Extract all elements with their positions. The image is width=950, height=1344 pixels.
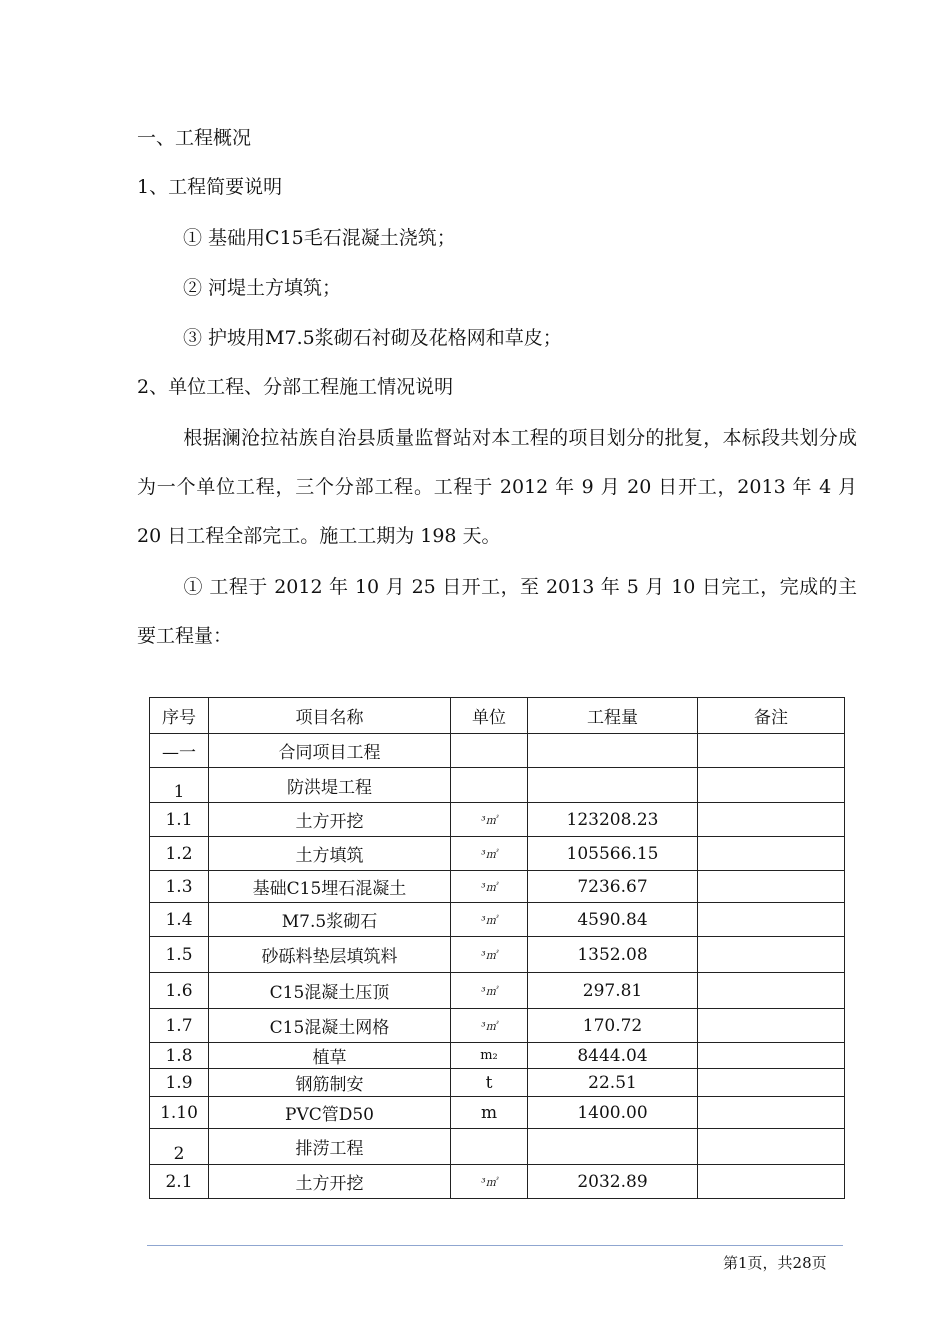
cell-unit: m₂ [451,1043,528,1069]
section-heading-overview: 一、工程概况 [137,127,252,149]
cell-qty: 7236.67 [528,871,698,903]
table-row [150,937,845,973]
cell-no: 1.3 [150,871,209,903]
cell-name: 基础C15埋石混凝土 [209,871,451,903]
cell-no: 1.10 [150,1097,209,1129]
cell-name: 土方填筑 [209,837,451,871]
cell-no: 1.6 [150,973,209,1009]
cell-note [698,1165,845,1199]
cell-unit: ³㎥ [451,973,528,1009]
table-row [150,768,845,803]
table-header: 备注 [698,698,845,734]
cell-name: 土方开挖 [209,803,451,837]
quantity-table [149,697,845,1199]
cell-qty: 22.51 [528,1069,698,1097]
cell-qty: 8444.04 [528,1043,698,1069]
table-row [150,1009,845,1043]
list-item: ② 河堤土方填筑； [183,277,342,299]
table-header: 工程量 [528,698,698,734]
cell-qty: 123208.23 [528,803,698,837]
cell-note [698,803,845,837]
cell-name: 钢筋制安 [209,1069,451,1097]
cell-note [698,871,845,903]
footer-divider [147,1245,843,1246]
table-row [150,871,845,903]
cell-name: 土方开挖 [209,1165,451,1199]
cell-note [698,768,845,803]
cell-name: 排涝工程 [209,1129,451,1165]
cell-unit [451,734,528,768]
cell-note [698,734,845,768]
cell-qty [528,1129,698,1165]
cell-note [698,837,845,871]
subsection-heading-construction: 2、单位工程、分部工程施工情况说明 [137,376,454,398]
table-row [150,1129,845,1165]
cell-name: C15混凝土压顶 [209,973,451,1009]
cell-no: 2.1 [150,1165,209,1199]
cell-qty: 1400.00 [528,1097,698,1129]
paragraph [137,414,857,561]
cell-name: 砂砾料垫层填筑料 [209,937,451,973]
cell-unit: ³㎥ [451,871,528,903]
cell-name: 合同项目工程 [209,734,451,768]
table-row [150,1097,845,1129]
cell-name: 植草 [209,1043,451,1069]
cell-name: C15混凝土网格 [209,1009,451,1043]
table-header-row [150,698,845,734]
cell-note [698,1043,845,1069]
cell-note [698,1009,845,1043]
paragraph-text: ① 工程于 2012 年 10 月 25 日开工，至 2013 年 5 月 10 日完工，完成的主要工程量： [137,576,857,647]
table-row [150,1043,845,1069]
table-row [150,734,845,768]
cell-qty: 170.72 [528,1009,698,1043]
cell-note [698,1097,845,1129]
cell-note [698,937,845,973]
cell-no: 1.1 [150,803,209,837]
cell-no: 1.7 [150,1009,209,1043]
cell-no: 1.2 [150,837,209,871]
list-item: ③ 护坡用M7.5浆砌石衬砌及花格网和草皮； [183,327,562,349]
table-header: 序号 [150,698,209,734]
cell-qty: 297.81 [528,973,698,1009]
cell-note [698,1069,845,1097]
cell-qty: 4590.84 [528,903,698,937]
cell-qty: 2032.89 [528,1165,698,1199]
cell-no: 1.4 [150,903,209,937]
cell-note [698,973,845,1009]
cell-qty [528,734,698,768]
cell-unit: ³㎥ [451,803,528,837]
cell-unit: ³㎥ [451,837,528,871]
table-row [150,973,845,1009]
cell-unit [451,768,528,803]
cell-qty: 105566.15 [528,837,698,871]
cell-qty [528,768,698,803]
cell-unit: m [451,1097,528,1129]
table-row [150,837,845,871]
cell-note [698,1129,845,1165]
table-header: 项目名称 [209,698,451,734]
cell-name: PVC管D50 [209,1097,451,1129]
page-number: 第1页，共28页 [723,1254,827,1272]
paragraph [137,563,857,661]
table-header: 单位 [451,698,528,734]
list-item: ① 基础用C15毛石混凝土浇筑； [183,227,456,249]
cell-no: 2 [150,1129,209,1165]
cell-unit: ³㎥ [451,1009,528,1043]
cell-unit: ³㎥ [451,1165,528,1199]
subsection-heading-summary: 1、工程简要说明 [137,176,283,198]
cell-qty: 1352.08 [528,937,698,973]
table-row [150,803,845,837]
paragraph-text: 根据澜沧拉祜族自治县质量监督站对本工程的项目划分的批复，本标段共划分成为一个单位工程，三个分部工程。工程于 2012 年 9 月 20 日开工，2013 年 4 月 20 日工程全部完工。施工工期为 198 天。 [137,427,857,547]
table-row [150,1069,845,1097]
cell-name: M7.5浆砌石 [209,903,451,937]
cell-no: 1.5 [150,937,209,973]
cell-name: 防洪堤工程 [209,768,451,803]
cell-no: 1 [150,768,209,803]
cell-unit: ³㎥ [451,937,528,973]
table-row [150,903,845,937]
cell-note [698,903,845,937]
cell-unit [451,1129,528,1165]
cell-no: 1.9 [150,1069,209,1097]
cell-unit: ³㎥ [451,903,528,937]
cell-no: —一 [150,734,209,768]
cell-unit: t [451,1069,528,1097]
table-row [150,1165,845,1199]
cell-no: 1.8 [150,1043,209,1069]
